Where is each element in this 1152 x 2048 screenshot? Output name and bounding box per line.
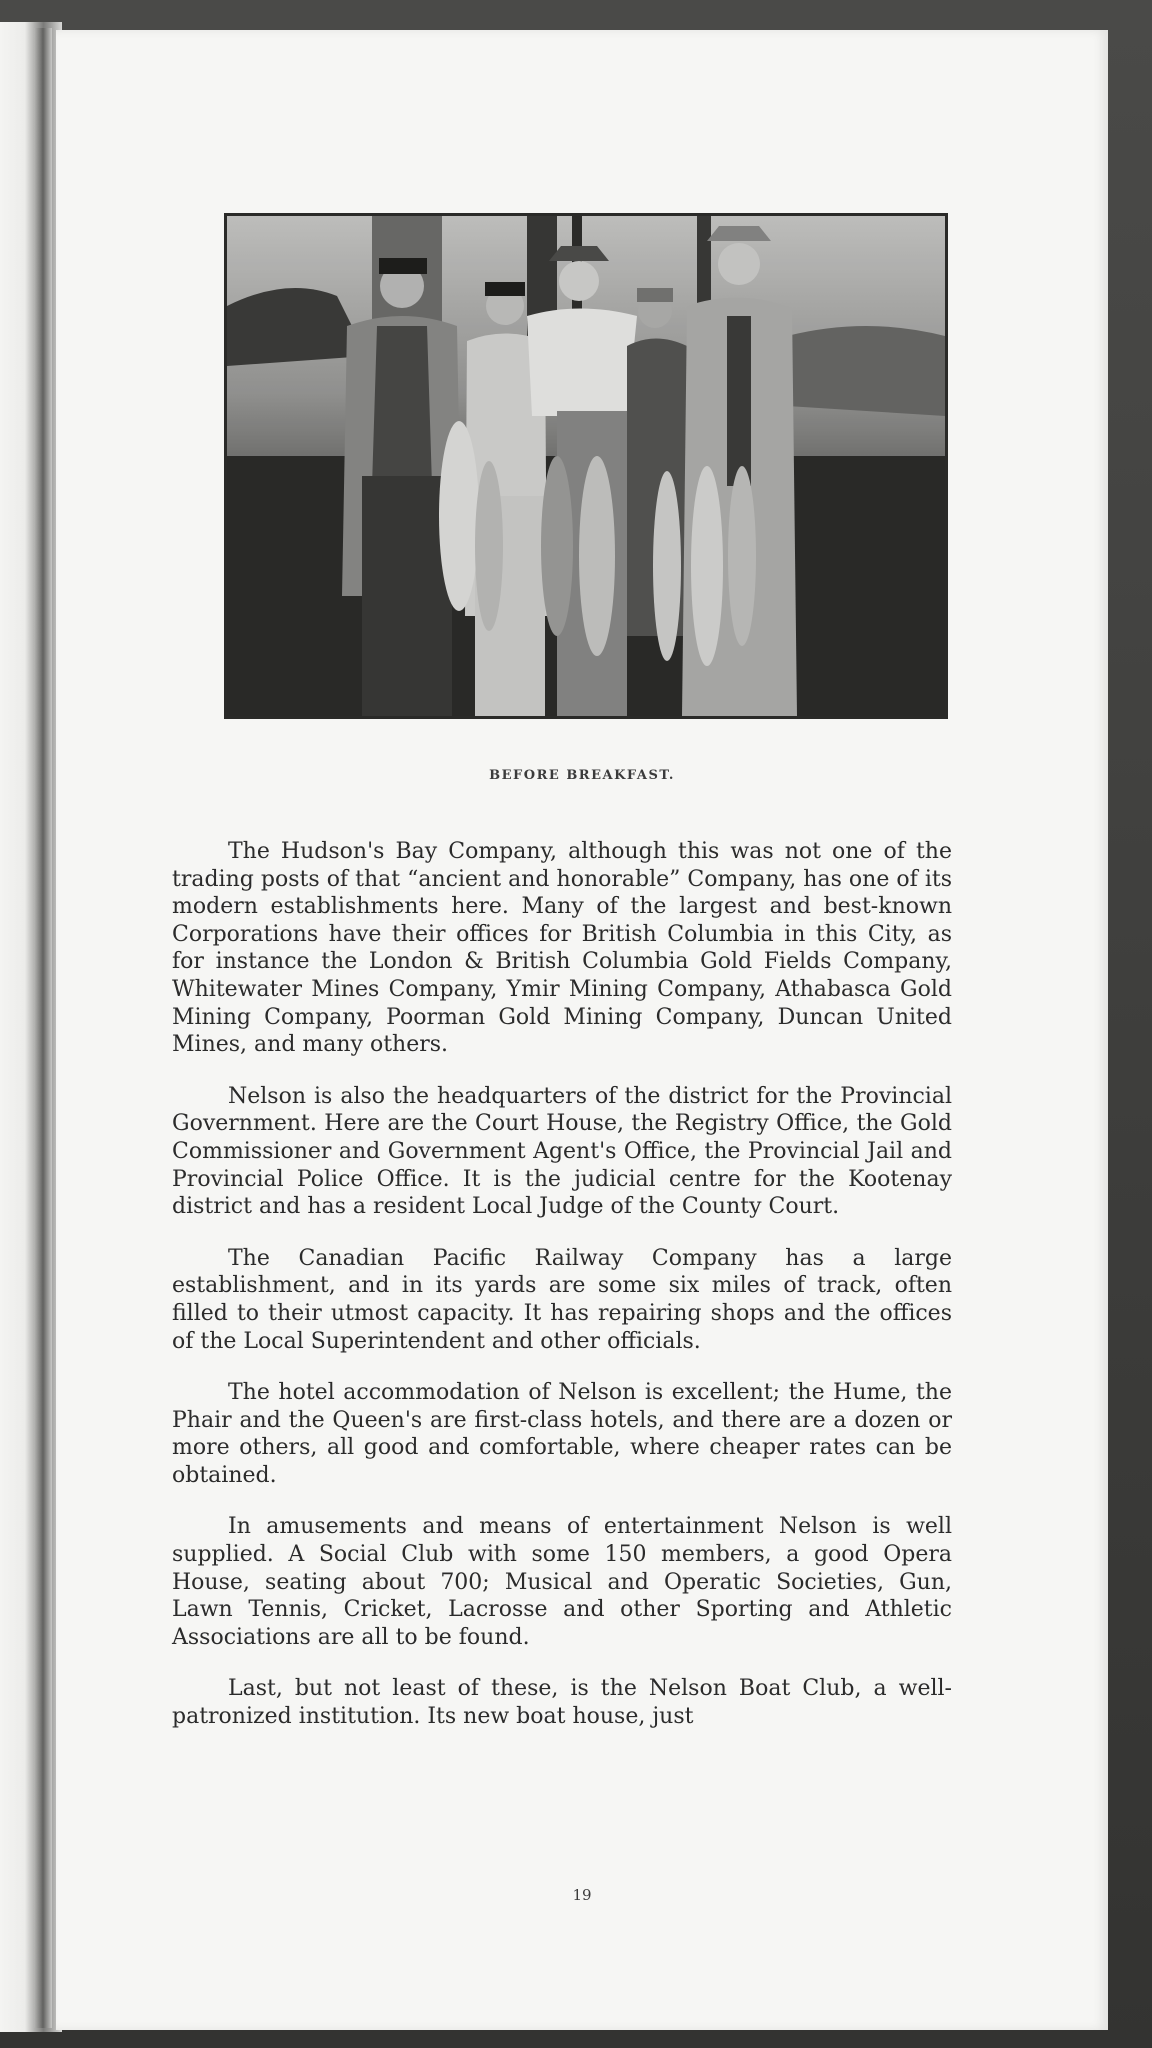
paragraph-amusements: In amusements and means of entertainment Nelson is well supplied. A Social Club with some 150 members, a good Opera House, seating about 700; Musical and Operatic Societies, Gun, Lawn Tennis, Cricket, Lacrosse and other Sporting and Athletic Associations are all to be found. xyxy=(172,1514,952,1650)
body-text xyxy=(172,838,952,1755)
paragraph-hotels: The hotel accommodation of Nelson is excellent; the Hume, the Phair and the Queen's are first-class hotels, and there are a dozen or more others, all good and comfortable, where cheaper rates can be obtained. xyxy=(172,1380,952,1488)
paragraph-boat-club: Last, but not least of these, is the Nelson Boat Club, a well-patronized institution. Its new boat house, just xyxy=(172,1676,952,1730)
paragraph-hudsons-bay: The Hudson's Bay Company, although this was not one of the trading posts of that “ancient and honorable” Company, has one of its modern establishments here. Many of the largest and best-known Corporations have their offices for British Columbia in this City, as for instance the London & British Columbia Gold Fields Company, Whitewater Mines Company, Ymir Mining Company, Athabasca Gold Mining Company, Poorman Gold Mining Company, Duncan United Mines, and many others. xyxy=(172,839,952,1058)
page-number: 19 xyxy=(572,1886,592,1904)
paragraph-canadian-pacific: The Canadian Pacific Railway Company has a large establishment, and in its yards are some six miles of track, often filled to their utmost capacity. It has repairing shops and the offices of the Local Superintendent and other officials. xyxy=(172,1245,952,1354)
photo-illustration xyxy=(227,216,945,716)
photo-caption: BEFORE BREAKFAST. xyxy=(489,768,675,783)
book-spine xyxy=(0,22,62,2032)
paragraph-provincial-government: Nelson is also the headquarters of the district for the Provincial Government. Here are the Court House, the Registry Office, the Gold Commissioner and Government Agent's Office, the Provincial Jail and Provincial Police Office. It is the judicial centre for the Kootenay district and has a resident Local Judge of the County Court. xyxy=(172,1083,952,1220)
spine-shadow xyxy=(34,28,52,2028)
book-page xyxy=(56,30,1108,2030)
fishermen-photograph xyxy=(224,213,948,719)
